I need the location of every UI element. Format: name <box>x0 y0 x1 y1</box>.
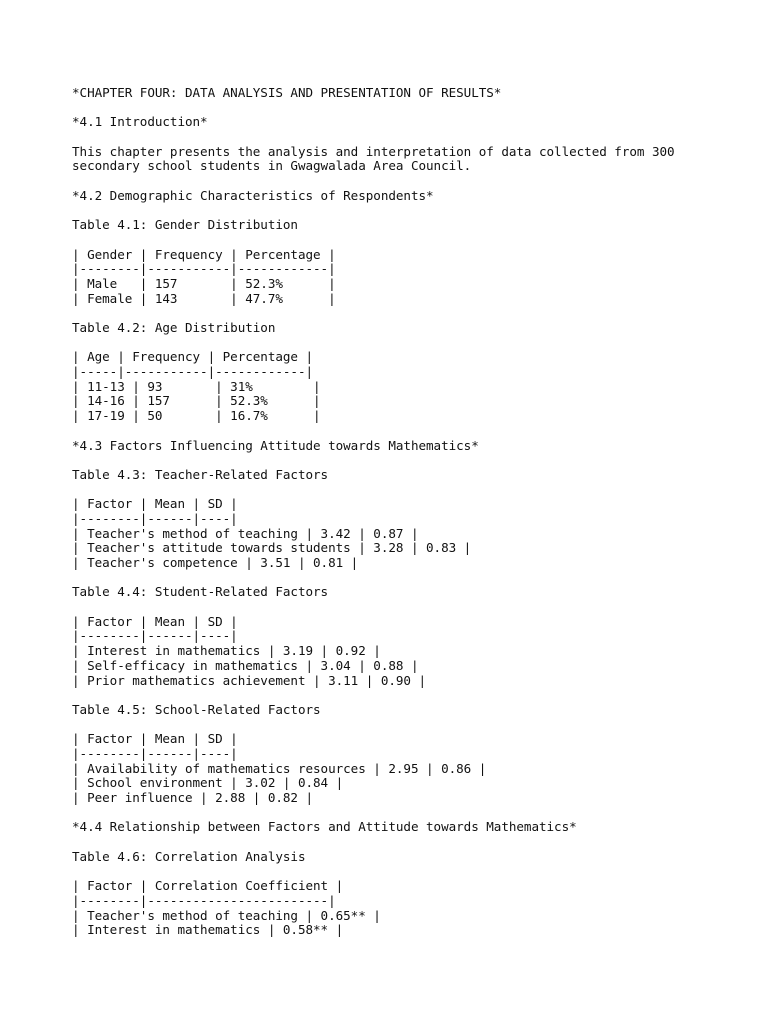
blank-line <box>72 571 752 586</box>
table-row: | Teacher's method of teaching | 0.65** | <box>72 907 381 923</box>
table-caption-4-2: Table 4.2: Age Distribution <box>72 320 276 335</box>
blank-line <box>72 174 752 189</box>
table-row: | Availability of mathematics resources | 2.95 | 0.86 | <box>72 760 487 776</box>
blank-line <box>72 718 752 733</box>
blank-line <box>72 130 752 145</box>
table-row: | Interest in mathematics | 3.19 | 0.92 | <box>72 643 381 659</box>
blank-line <box>72 806 752 821</box>
section-heading-4-1: *4.1 Introduction* <box>72 114 208 130</box>
intro-paragraph-line-2: secondary school students in Gwagwalada Area Council. <box>72 158 472 174</box>
table-row: | 11-13 | 93 | 31% | <box>72 378 321 394</box>
table-header-row: | Factor | Mean | SD | <box>72 613 238 629</box>
table-row: | Male | 157 | 52.3% | <box>72 275 336 291</box>
blank-line <box>72 453 752 468</box>
table-row: | 17-19 | 50 | 16.7% | <box>72 408 321 424</box>
blank-line <box>72 233 752 248</box>
section-heading-4-4: *4.4 Relationship between Factors and Attitude towards Mathematics* <box>72 819 577 835</box>
chapter-title: *CHAPTER FOUR: DATA ANALYSIS AND PRESENTATION OF RESULTS* <box>72 85 502 100</box>
table-row: | Peer influence | 2.88 | 0.82 | <box>72 790 314 805</box>
table-row: | Teacher's method of teaching | 3.42 | 0.87 | <box>72 525 419 541</box>
blank-line <box>72 864 752 879</box>
table-separator-row: |--------|-----------|------------| <box>72 261 336 277</box>
section-heading-4-3: *4.3 Factors Influencing Attitude towards Mathematics* <box>72 437 479 453</box>
table-header-row: | Factor | Mean | SD | <box>72 731 238 747</box>
table-row: | Teacher's attitude towards students | 3.28 | 0.83 | <box>72 540 472 556</box>
blank-line <box>72 688 752 703</box>
table-row: | Teacher's competence | 3.51 | 0.81 | <box>72 555 359 570</box>
table-caption-4-1: Table 4.1: Gender Distribution <box>72 217 298 233</box>
blank-line <box>72 101 752 116</box>
table-caption-4-3: Table 4.3: Teacher-Related Factors <box>72 466 329 482</box>
blank-line <box>72 306 752 321</box>
table-row: | School environment | 3.02 | 0.84 | <box>72 775 344 791</box>
table-row: | Female | 143 | 47.7% | <box>72 290 336 306</box>
table-row: | Self-efficacy in mathematics | 3.04 | 0.88 | <box>72 657 419 673</box>
blank-line <box>72 483 752 498</box>
blank-line <box>72 424 752 439</box>
blank-line <box>72 600 752 615</box>
table-separator-row: |--------|------|----| <box>72 628 238 644</box>
table-caption-4-5: Table 4.5: School-Related Factors <box>72 701 321 717</box>
document-body <box>72 86 752 938</box>
table-separator-row: |-----|-----------|------------| <box>72 364 314 380</box>
table-header-row: | Gender | Frequency | Percentage | <box>72 246 336 262</box>
table-header-row: | Factor | Correlation Coefficient | <box>72 878 344 894</box>
table-separator-row: |--------|------|----| <box>72 745 238 761</box>
table-caption-4-6: Table 4.6: Correlation Analysis <box>72 848 306 864</box>
section-heading-4-2: *4.2 Demographic Characteristics of Respondents* <box>72 187 434 203</box>
table-row: | Interest in mathematics | 0.58** | <box>72 922 344 938</box>
intro-paragraph-line-1: This chapter presents the analysis and interpretation of data collected from 300 <box>72 143 675 159</box>
table-caption-4-4: Table 4.4: Student-Related Factors <box>72 584 329 600</box>
blank-line <box>72 204 752 219</box>
table-header-row: | Age | Frequency | Percentage | <box>72 349 314 365</box>
table-row: | 14-16 | 157 | 52.3% | <box>72 393 321 409</box>
table-separator-row: |--------|------------------------| <box>72 892 336 908</box>
table-separator-row: |--------|------|----| <box>72 510 238 526</box>
blank-line <box>72 336 752 351</box>
table-row: | Prior mathematics achievement | 3.11 | 0.90 | <box>72 672 427 688</box>
blank-line <box>72 835 752 850</box>
table-header-row: | Factor | Mean | SD | <box>72 496 238 512</box>
